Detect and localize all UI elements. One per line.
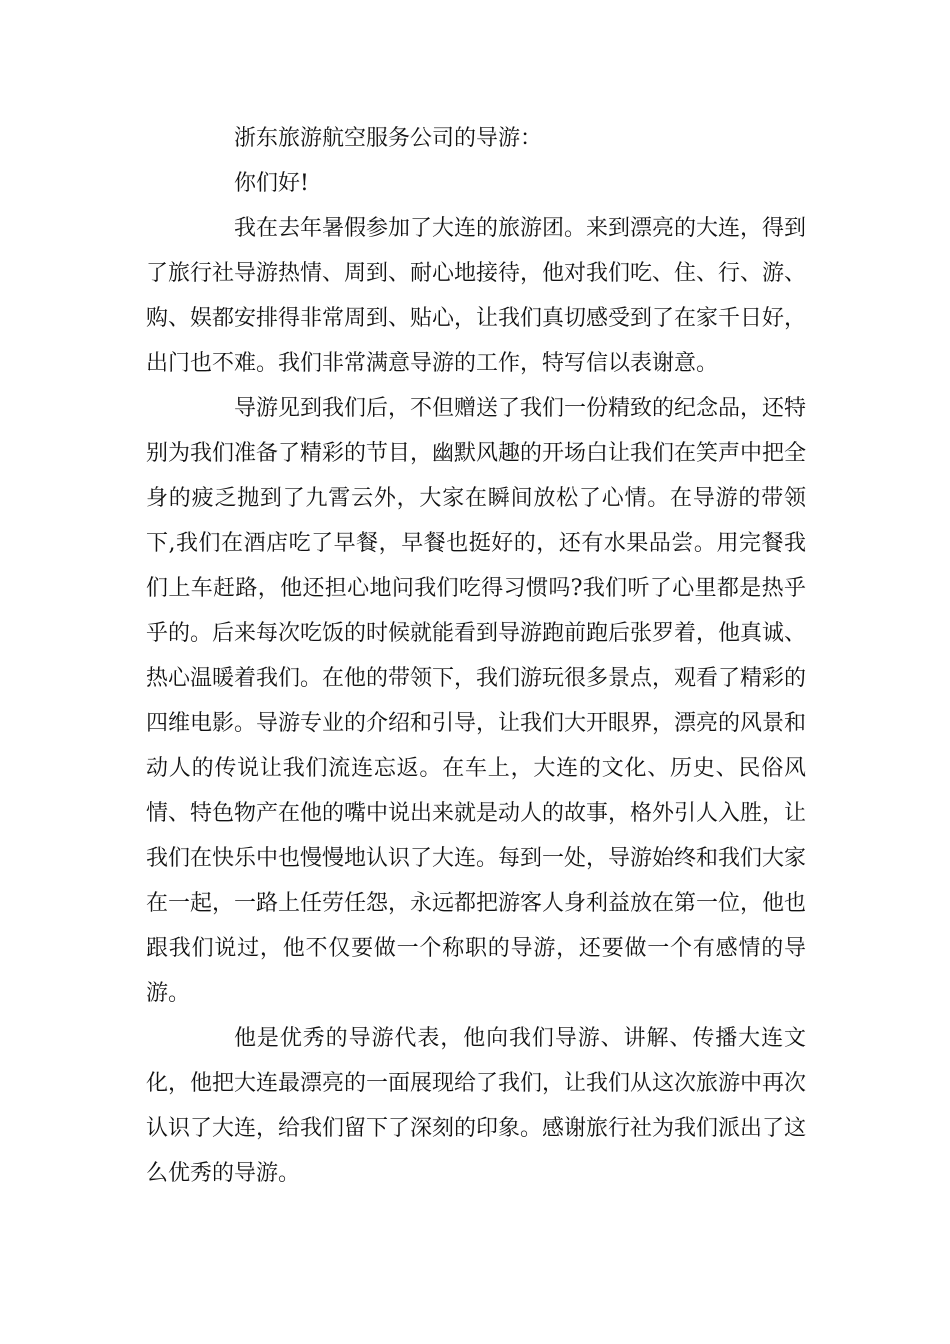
letter-body	[146, 116, 806, 1196]
letter-greeting: 你们好!	[234, 171, 309, 196]
letter-salutation: 浙东旅游航空服务公司的导游：	[234, 126, 543, 151]
letter-paragraph-2: 导游见到我们后，不但赠送了我们一份精致的纪念品，还特别为我们准备了精彩的节目，幽默风趣的开场白让我们在笑声中把全身的疲乏抛到了九霄云外，大家在瞬间放松了心情。在导游的带领下,我们在酒店吃了早餐，早餐也挺好的，还有水果品尝。用完餐我们上车赶路，他还担心地问我们吃得习惯吗?我们听了心里都是热乎乎的。后来每次吃饭的时候就能看到导游跑前跑后张罗着，他真诚、热心温暖着我们。在他的带领下，我们游玩很多景点，观看了精彩的四维电影。导游专业的介绍和引导，让我们大开眼界，漂亮的风景和动人的传说让我们流连忘返。在车上，大连的文化、历史、民俗风情、特色物产在他的嘴中说出来就是动人的故事，格外引人入胜，让我们在快乐中也慢慢地认识了大连。每到一处，导游始终和我们大家在一起，一路上任劳任怨，永远都把游客人身利益放在第一位，他也跟我们说过，他不仅要做一个称职的导游，还要做一个有感情的导游。	[146, 396, 807, 1006]
letter-paragraph-1: 我在去年暑假参加了大连的旅游团。来到漂亮的大连，得到了旅行社导游热情、周到、耐心地接待，他对我们吃、住、行、游、购、娱都安排得非常周到、贴心，让我们真切感受到了在家千日好，出门也不难。我们非常满意导游的工作，特写信以表谢意。	[146, 216, 807, 376]
letter-paragraph-3: 他是优秀的导游代表，他向我们导游、讲解、传播大连文化，他把大连最漂亮的一面展现给了我们，让我们从这次旅游中再次认识了大连，给我们留下了深刻的印象。感谢旅行社为我们派出了这么优秀的导游。	[146, 1026, 807, 1186]
